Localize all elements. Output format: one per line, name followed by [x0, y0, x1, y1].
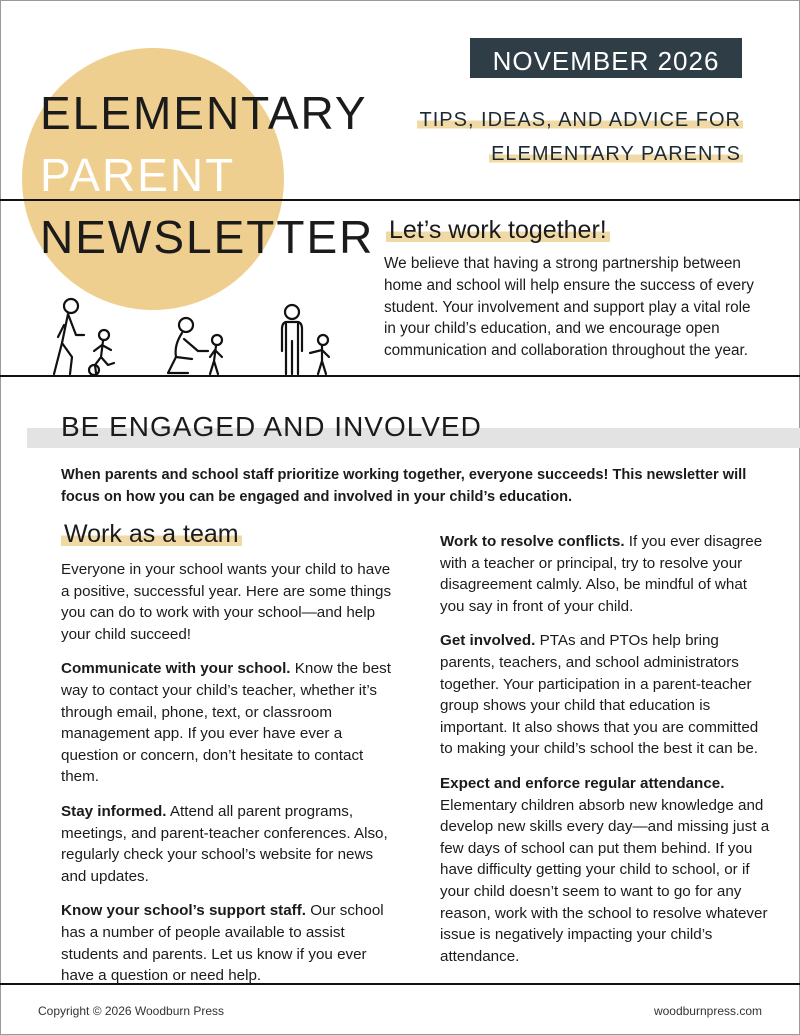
- title-line2: PARENT: [40, 149, 236, 201]
- tip-resolve-conflicts: Work to resolve conflicts. If you ever disagree with a teacher or principal, try to resolve your disagreement calmly. Also, be mindful of what you say in front of your child.: [440, 533, 763, 615]
- engaged-heading: BE ENGAGED AND INVOLVED: [61, 411, 482, 442]
- adult-standing-icon: [282, 305, 302, 374]
- footer: [38, 1004, 762, 1018]
- issue-date: NOVEMBER 2026: [470, 38, 742, 78]
- team-heading: Work as a team: [61, 520, 242, 549]
- tip-stay-informed: Stay informed. Attend all parent programs, meetings, and parent-teacher conferences. Also, regularly check your school’s website for news and updates.: [61, 802, 388, 885]
- column-right: [440, 531, 775, 980]
- tagline-line2: ELEMENTARY PARENTS: [491, 143, 741, 165]
- adult-walking-icon: [54, 299, 84, 374]
- tip-communicate: Communicate with your school. Know the best way to contact your child’s teacher, whether it’s through email, phone, text, or classroom management app. If you ever have ever a question or concern, don’t hesitate to contact them.: [61, 660, 392, 786]
- tip-attendance: Expect and enforce regular attendance. Elementary children absorb new knowledge and develop new skills every day—and missing just a few days of school can put them behind. If you have difficulty getting your child to school, or if your child doesn’t seem to want to go for any reason, work with the school to resolve whatever issue is negatively impacting your child’s attendance.: [440, 774, 770, 965]
- column-left: [61, 559, 396, 1000]
- child-holding-hand-icon: [310, 335, 329, 374]
- family-illustration: [40, 295, 340, 377]
- team-intro: Everyone in your school wants your child to have a positive, successful year. Here are some things you can do to work with your school—and help your child succeed!: [61, 561, 392, 643]
- title-line3: NEWSLETTER: [40, 211, 375, 263]
- website-link[interactable]: woodburnpress.com: [653, 1004, 762, 1018]
- engaged-intro: When parents and school staff prioritize working together, everyone succeeds! This newsletter will focus on how you can be engaged and involved in your child’s education.: [61, 467, 747, 505]
- adult-kneeling-icon: [168, 318, 208, 373]
- copyright: Copyright © 2026 Woodburn Press: [38, 1004, 225, 1018]
- child-standing-icon: [210, 335, 222, 374]
- tip-support-staff: Know your school’s support staff. Our school has a number of people available to assist students and parents. Let us know if you ever have a question or need help.: [61, 902, 384, 985]
- tagline-line1: TIPS, IDEAS, AND ADVICE FOR: [419, 109, 741, 131]
- tip-get-involved: Get involved. PTAs and PTOs help bring parents, teachers, and school administrators together. Your participation in a parent-teacher group shows your child that education is important. It also shows that you are committed to making your child’s school the best it can be.: [440, 632, 759, 758]
- newsletter-title: [40, 82, 374, 268]
- title-line1: ELEMENTARY: [40, 87, 368, 139]
- child-with-ball-icon: [89, 330, 114, 375]
- together-body: We believe that having a strong partnership between home and school will help ensure the success of every student. Your involvement and support play a vital role in your child’s education, and we encourage open communication and collaboration throughout the year.: [384, 255, 754, 360]
- together-heading: Let’s work together!: [386, 216, 610, 245]
